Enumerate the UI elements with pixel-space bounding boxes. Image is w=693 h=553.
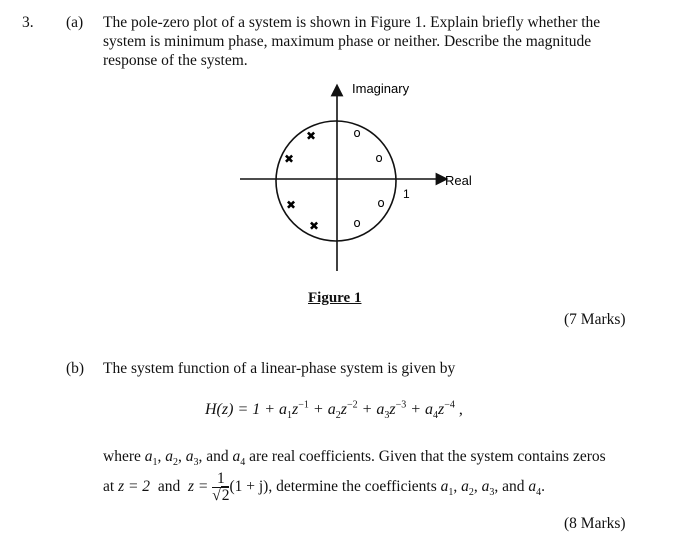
- part-a-line-1: The pole-zero plot of a system is shown in Figure 1. Explain briefly whether the: [103, 14, 601, 31]
- zero-marker: o: [377, 196, 385, 210]
- fraction-one-over-root-two: $\frac{1}{√2}$: [212, 470, 230, 504]
- real-axis-label: Real: [445, 173, 472, 188]
- part-b-intro: The system function of a linear-phase system is given by: [103, 360, 456, 377]
- question-number: 3.: [22, 14, 34, 31]
- imaginary-axis-label: Imaginary: [352, 81, 410, 96]
- zero-marker: o: [353, 126, 361, 140]
- system-function-equation: $H(z) = 1 + a_1z^{-1} + a_2z^{-2} + a_3z^{-3} + a_4z^{-4}$ ,: [205, 399, 463, 422]
- part-a-text: [103, 13, 663, 70]
- pole-marker: ✖: [283, 152, 295, 166]
- pole-marker: ✖: [308, 219, 320, 233]
- zero-marker: o: [353, 216, 361, 230]
- part-b-marks: (8 Marks): [564, 515, 626, 532]
- pole-marker: ✖: [285, 198, 297, 212]
- part-a-line-3: response of the system.: [103, 52, 248, 69]
- pole-marker: ✖: [305, 129, 317, 143]
- unit-circle: [276, 121, 396, 241]
- zero-marker: o: [375, 151, 383, 165]
- figure-caption: Figure 1: [308, 290, 362, 306]
- part-a-line-2: system is minimum phase, maximum phase or neither. Describe the magnitude: [103, 33, 592, 50]
- unit-tick-label: 1: [403, 187, 410, 201]
- part-b-line-2: at z = 2 and z = $\frac{1}{√2}$ (1 + j), determine the coefficients $a_1$, $a_2$, $a_3$, and $a_4$.: [103, 470, 546, 504]
- part-b-line-1: where $a_1$, $a_2$, $a_3$, and $a_4$ are real coefficients. Given that the system contains zeros: [103, 448, 606, 469]
- pole-zero-plot: [230, 74, 480, 279]
- part-a-marks: (7 Marks): [564, 311, 626, 328]
- part-a-label: (a): [66, 14, 84, 31]
- part-b-label: (b): [66, 360, 85, 377]
